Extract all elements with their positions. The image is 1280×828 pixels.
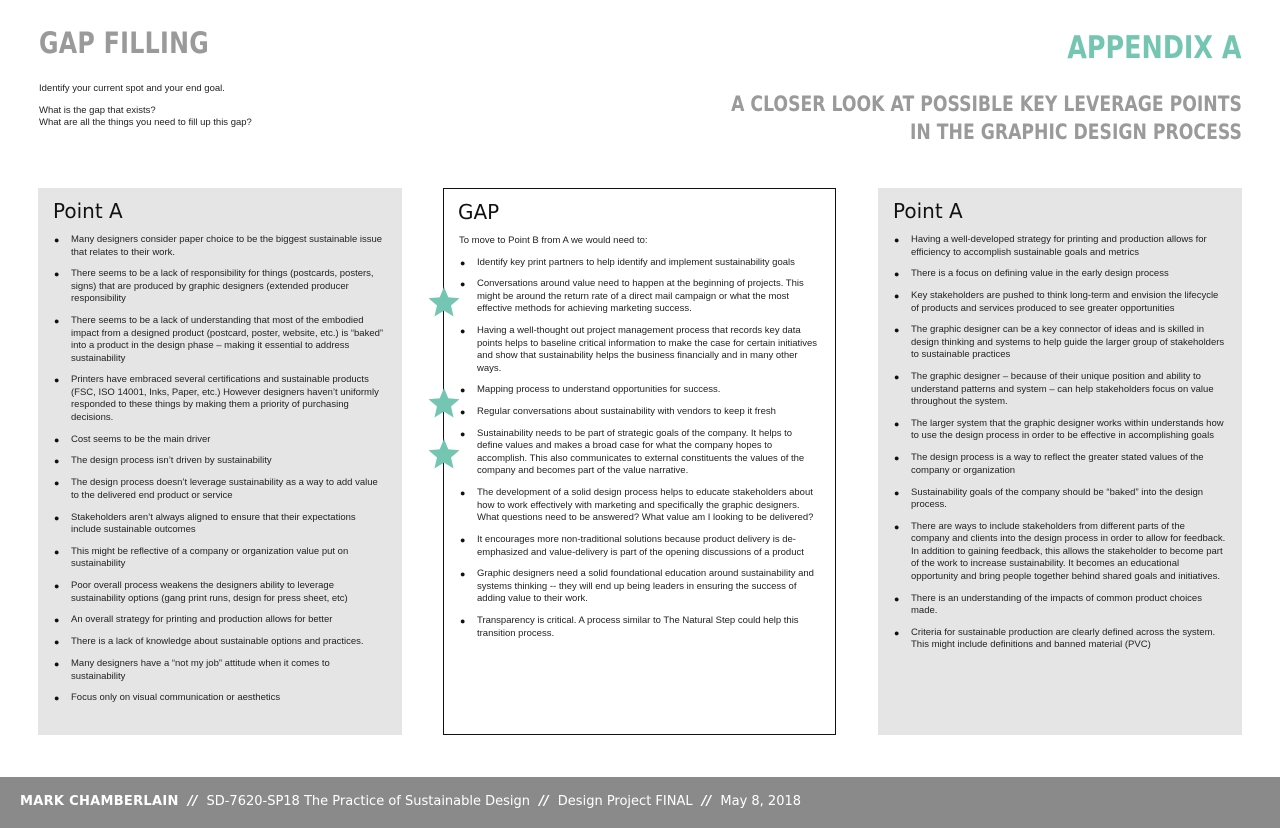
list-item-text: Conversations around value need to happen at the beginning of projects. This might be around the return rate of a direct mail campaign or what the most effective methods for achieving marketing success. xyxy=(477,278,804,315)
list-item xyxy=(893,268,1226,281)
list-item-text: Transparency is critical. A process similar to The Natural Step could help this transition process. xyxy=(477,615,799,639)
bullet-icon: ● xyxy=(460,407,466,418)
bullet-icon: ● xyxy=(894,235,900,245)
list-item xyxy=(893,290,1226,315)
bullet-icon: ● xyxy=(54,434,60,445)
list-item xyxy=(459,487,819,525)
list-item-text: It encourages more non-traditional solutions because product delivery is de-emphasized and value-delivery is part of the opening discussions of a product xyxy=(477,534,804,558)
bullet-icon: ● xyxy=(894,325,900,336)
bullet-icon: ● xyxy=(460,488,466,499)
bullet-icon: ● xyxy=(460,385,466,396)
list-item-text: Many designers consider paper choice to be the biggest sustainable issue that relates to their work. xyxy=(71,234,383,258)
list-item-text: There seems to be a lack of responsibility for things (postcards, posters, signs) that are produced by graphic designers (extended producer responsibility xyxy=(71,268,374,305)
bullet-icon: ● xyxy=(54,693,60,704)
intro-line: Identify your current spot and your end goal. xyxy=(39,83,225,94)
bullet-icon: ● xyxy=(54,456,60,467)
point-a-goals-list xyxy=(893,234,1226,652)
list-item xyxy=(53,268,386,306)
list-item-text: The design process is a way to reflect the greater stated values of the company or organization xyxy=(911,452,1204,476)
list-item-text: Regular conversations about sustainability with vendors to keep it fresh xyxy=(477,406,776,418)
list-item-text: Having a well-developed strategy for printing and production allows for efficiency to accomplish sustainable goals and metrics xyxy=(911,234,1207,258)
list-item xyxy=(459,325,819,375)
bullet-icon: ● xyxy=(460,257,466,268)
list-item-text: Key stakeholders are pushed to think long-term and envision the lifecycle of products and services produced to see greater opportunities xyxy=(911,290,1219,314)
subtitle-line: IN THE GRAPHIC DESIGN PROCESS xyxy=(910,120,1242,144)
list-item xyxy=(459,615,819,640)
list-item xyxy=(53,512,386,537)
star-icon xyxy=(427,387,461,419)
list-item xyxy=(53,546,386,571)
list-item-text: The larger system that the graphic designer works within understands how to use the design process in order to be effective in accomplishing goals xyxy=(911,417,1224,442)
list-item xyxy=(893,371,1226,409)
list-item-text: There is a lack of knowledge about sustainable options and practices. xyxy=(71,636,364,648)
subtitle-line: A CLOSER LOOK AT POSSIBLE KEY LEVERAGE POINTS xyxy=(731,92,1242,116)
list-item xyxy=(459,534,819,559)
list-item xyxy=(53,455,386,468)
list-item-text: Sustainability goals of the company should be “baked” into the design process. xyxy=(911,486,1204,511)
bullet-icon: ● xyxy=(894,269,900,280)
gap-list xyxy=(459,257,819,641)
bullet-icon: ● xyxy=(460,616,466,627)
appendix-subtitle xyxy=(731,90,1242,146)
list-item-text: There are ways to include stakeholders from different parts of the company and clients into the design process in order to allow for feedback. In addition to gaining feedback, this allows the stakeholder to become part of the work to increase sustainability. It becomes an educational opportunity and bring people together behind shared goals and initiatives. xyxy=(911,520,1226,582)
panel-title: Point A xyxy=(53,199,123,223)
list-item xyxy=(53,374,386,424)
footer-bar xyxy=(0,777,1280,828)
point-a-list xyxy=(53,234,386,705)
list-item xyxy=(459,568,819,606)
bullet-icon: ● xyxy=(894,291,900,302)
point-a-panel-left xyxy=(38,188,402,735)
list-item-text: Having a well-thought out project management process that records key data points helps to baseline critical information to make the case for certain initiatives and show that sustainability helps the business financially and in many other ways. xyxy=(477,325,818,374)
gap-panel xyxy=(443,188,836,735)
list-item xyxy=(893,627,1226,652)
list-item-text: The graphic designer can be a key connector of ideas and is skilled in design thinking and systems to help guide the larger group of stakeholders to sustainable practices xyxy=(911,324,1225,361)
bullet-icon: ● xyxy=(54,637,60,648)
bullet-icon: ● xyxy=(54,512,60,523)
list-item-text: The design process isn’t driven by sustainability xyxy=(71,455,272,467)
bullet-icon: ● xyxy=(54,615,60,626)
footer-separator: // xyxy=(701,794,712,809)
bullet-icon: ● xyxy=(54,375,60,386)
list-item-text: Criteria for sustainable production are clearly defined across the system. This might include definitions and banned material (PVC) xyxy=(911,626,1216,651)
list-item xyxy=(459,384,819,397)
star-icon xyxy=(427,286,461,318)
list-item xyxy=(53,614,386,627)
list-item xyxy=(53,234,386,259)
footer-course: SD-7620-SP18 The Practice of Sustainable Design xyxy=(206,794,531,809)
list-item-text: An overall strategy for printing and production allows for better xyxy=(71,614,333,626)
gap-lead-text: To move to Point B from A we would need to: xyxy=(459,235,648,246)
list-item xyxy=(459,278,819,316)
bullet-icon: ● xyxy=(894,453,900,464)
page-title: GAP FILLING xyxy=(39,26,210,60)
point-a-panel-right xyxy=(878,188,1242,735)
list-item xyxy=(53,658,386,683)
intro-line: What is the gap that exists? xyxy=(39,104,156,116)
bullet-icon: ● xyxy=(54,659,60,670)
list-item-text: The design process doesn’t leverage sustainability as a way to add value to the delivered end product or service xyxy=(71,477,378,501)
appendix-title: APPENDIX A xyxy=(1067,30,1242,66)
bullet-icon: ● xyxy=(54,316,60,327)
list-item-text: There is a focus on defining value in the early design process xyxy=(911,268,1169,280)
list-item-text: Cost seems to be the main driver xyxy=(71,433,211,445)
bullet-icon: ● xyxy=(54,581,60,592)
bullet-icon: ● xyxy=(54,269,60,280)
bullet-icon: ● xyxy=(460,326,466,337)
bullet-icon: ● xyxy=(54,478,60,489)
footer-author: MARK CHAMBERLAIN xyxy=(20,794,179,809)
list-item xyxy=(459,406,819,419)
list-item xyxy=(459,428,819,478)
list-item-text: Poor overall process weakens the designers ability to leverage sustainability options (gang print runs, design for press sheet, etc) xyxy=(71,580,348,604)
list-item xyxy=(893,521,1226,584)
list-item-text: Printers have embraced several certifications and sustainable products (FSC, ISO 14001, Inks, Paper, etc.) However designers haven’t uniformly responded to these things by making them a priority of purchasing decisions. xyxy=(71,374,379,423)
bullet-icon: ● xyxy=(54,546,60,557)
list-item xyxy=(893,452,1226,477)
list-item-text: Identify key print partners to help identify and implement sustainability goals xyxy=(477,256,795,268)
intro-text xyxy=(39,83,252,130)
footer-separator: // xyxy=(539,794,549,809)
list-item xyxy=(53,636,386,649)
list-item xyxy=(459,257,819,270)
bullet-icon: ● xyxy=(460,569,466,580)
list-item-text: There seems to be a lack of understanding that most of the embodied impact from a designed product (postcard, poster, website, etc.) is “baked” into a product in the design phase – making it essential to address sustainability xyxy=(71,315,384,364)
bullet-icon: ● xyxy=(894,487,900,498)
list-item-text: Graphic designers need a solid foundational education around sustainability and systems thinking -- they will end up being leaders in ensuring the success of adding value to their work. xyxy=(477,568,814,605)
panel-title: Point A xyxy=(893,199,963,223)
bullet-icon: ● xyxy=(894,593,900,604)
list-item-text: Many designers have a “not my job” attitude when it comes to sustainability xyxy=(71,658,330,682)
list-item xyxy=(893,324,1226,362)
footer-date: May 8, 2018 xyxy=(720,794,802,809)
list-item xyxy=(893,234,1226,259)
bullet-icon: ● xyxy=(894,372,900,383)
list-item xyxy=(53,580,386,605)
list-item xyxy=(53,315,386,365)
list-item xyxy=(53,692,386,705)
list-item xyxy=(53,477,386,502)
list-item-text: Mapping process to understand opportunities for success. xyxy=(477,384,721,396)
bullet-icon: ● xyxy=(460,428,466,439)
footer-separator: // xyxy=(187,794,198,809)
list-item xyxy=(893,487,1226,512)
list-item-text: Focus only on visual communication or aesthetics xyxy=(71,692,281,704)
list-item xyxy=(893,593,1226,618)
panel-title: GAP xyxy=(458,200,500,224)
star-icon xyxy=(427,438,461,470)
bullet-icon: ● xyxy=(460,535,466,546)
bullet-icon: ● xyxy=(894,418,900,429)
list-item-text: This might be reflective of a company or organization value put on sustainability xyxy=(71,545,349,570)
list-item-text: Sustainability needs to be part of strategic goals of the company. It helps to define values and makes a broad case for what the company hopes to accomplish. This also communicates to external constituents the values of the company and becomes part of the value narrative. xyxy=(477,427,805,477)
bullet-icon: ● xyxy=(894,627,900,638)
list-item-text: The development of a solid design process helps to educate stakeholders about how to work effectively with marketing and specifically the graphic designers. What questions need to be answered? What value am I looking to be delivered? xyxy=(477,487,814,524)
bullet-icon: ● xyxy=(54,235,60,245)
bullet-icon: ● xyxy=(894,521,900,532)
list-item xyxy=(893,418,1226,443)
intro-line: What are all the things you need to fill up this gap? xyxy=(39,117,252,128)
footer-project: Design Project FINAL xyxy=(557,794,693,809)
list-item-text: The graphic designer – because of their unique position and ability to understand patterns and system – can help stakeholders focus on value throughout the system. xyxy=(911,371,1214,408)
list-item xyxy=(53,434,386,447)
list-item-text: Stakeholders aren’t always aligned to ensure that their expectations include sustainable outcomes xyxy=(71,511,356,536)
bullet-icon: ● xyxy=(460,279,466,290)
list-item-text: There is an understanding of the impacts of common product choices made. xyxy=(911,592,1202,617)
